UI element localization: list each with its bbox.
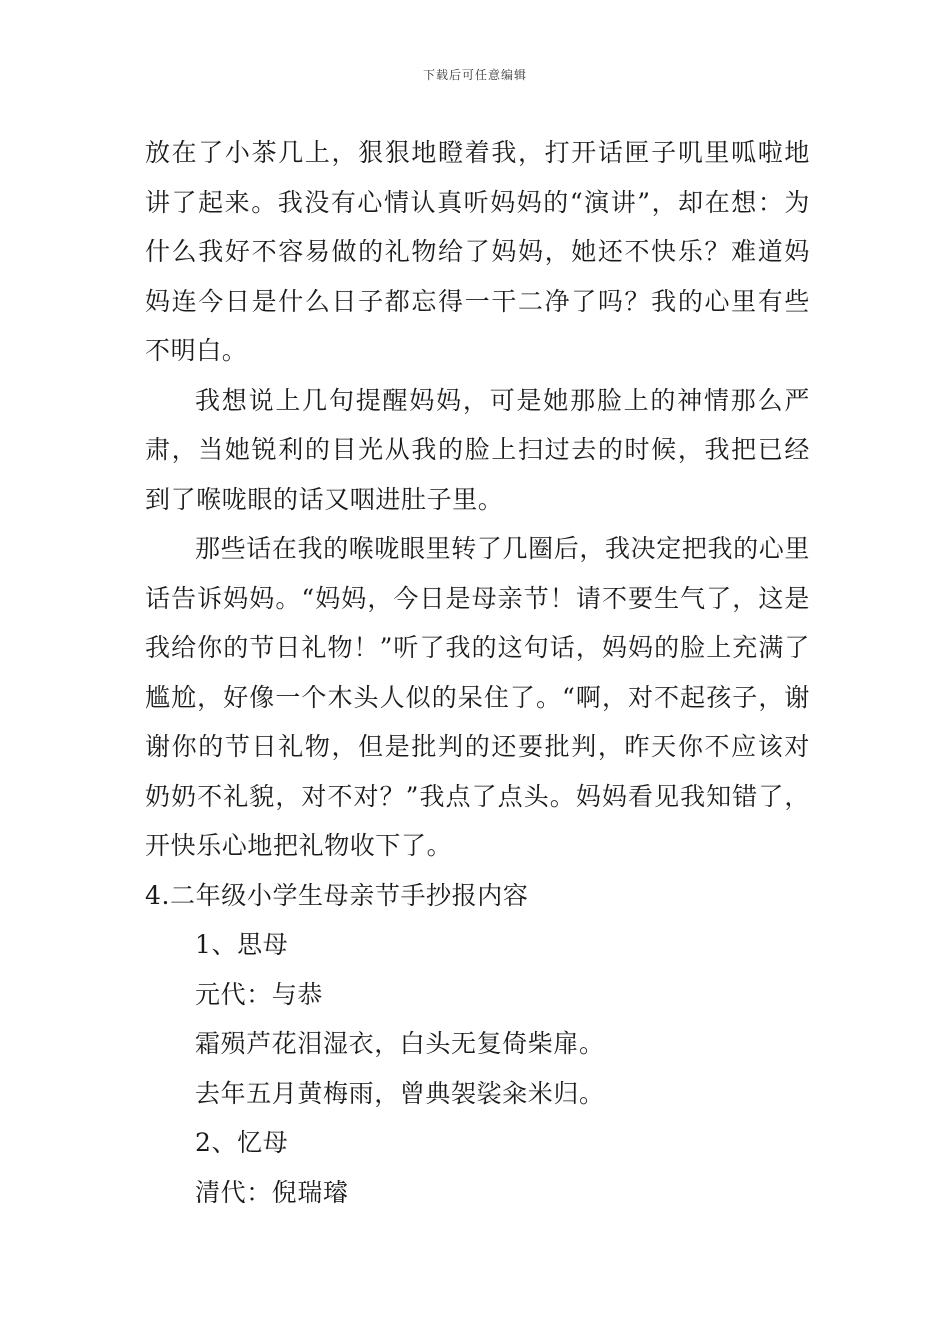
- poem-title: 1、思母: [195, 930, 289, 959]
- section-heading: 4.二年级小学生母亲节手抄报内容: [145, 880, 529, 910]
- poem-title: 2、忆母: [195, 1128, 289, 1157]
- paragraph-continued: 放在了小茶几上，狠狠地瞪着我，打开话匣子叽里呱啦地讲了起来。我没有心情认真听妈妈的“演讲”，却在想：为什么我好不容易做的礼物给了妈妈，她还不快乐？难道妈妈连今日是什么日子都忘得一干二净了吗？我的心里有些不明白。: [145, 138, 810, 365]
- page-header: 下载后可任意编辑: [422, 68, 527, 82]
- poem-line: 霜殒芦花泪湿衣，白头无复倚柴扉。: [195, 1029, 605, 1058]
- poem-line: 去年五月黄梅雨，曾典袈裟籴米归。: [195, 1078, 605, 1108]
- paragraph: 我想说上几句提醒妈妈，可是她那脸上的神情那么严肃，当她锐利的目光从我的脸上扫过去的时候，我把已经到了喉咙眼的话又咽进肚子里。: [145, 385, 810, 514]
- document-body: [145, 128, 810, 1217]
- poem-author: 清代：倪瑞璿: [195, 1177, 349, 1207]
- paragraph: 那些话在我的喉咙眼里转了几圈后，我决定把我的心里话告诉妈妈。“妈妈，今日是母亲节！请不要生气了，这是我给你的节日礼物！”听了我的这句话，妈妈的脸上充满了尴尬，好像一个木头人似的呆住了。“啊，对不起孩子，谢谢你的节日礼物，但是批判的还要批判，昨天你不应该对奶奶不礼貌，对不对？”我点了点头。妈妈看见我知错了，开快乐心地把礼物收下了。: [145, 534, 810, 860]
- poem-author: 元代：与恭: [195, 979, 324, 1009]
